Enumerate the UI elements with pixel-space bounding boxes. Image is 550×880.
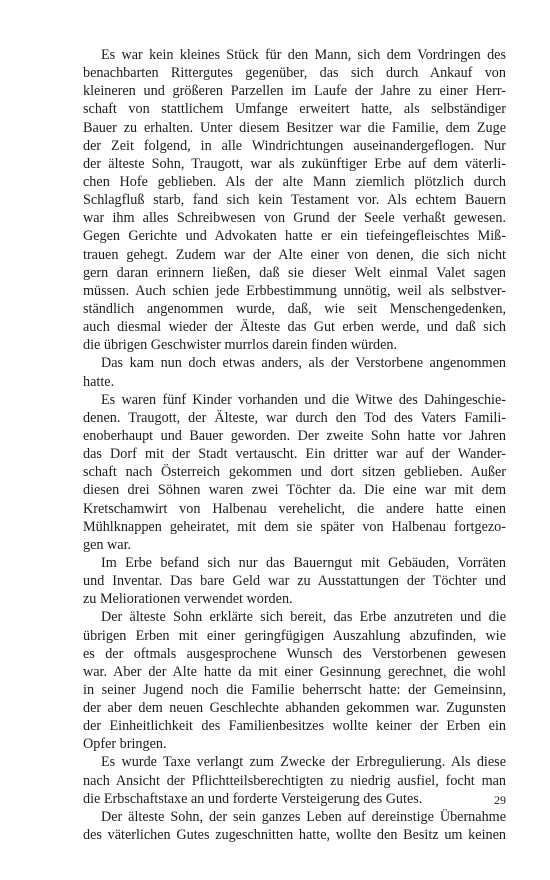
text-line: Opfer bringen. [83,736,167,753]
text-line: der älteste Sohn, Traugott, war als zukünftiger Erbe auf dem väterli- [83,155,506,172]
text-line: auch diesmal wieder der Älteste das Gut erben werde, und daß sich [83,319,506,336]
text-line: hatte. [83,373,115,390]
text-line: nach Ansicht der Pflichtteilsberechtigten zu niedrig ausfiel, focht man [83,772,506,789]
text-line: Der älteste Sohn erklärte sich bereit, das Erbe anzutreten und die [101,609,506,626]
text-line: war. Aber der Alte hatte da mit einer Gesinnung gerechnet, die wohl [83,663,506,680]
text-line: übrigen Erben mit einer geringfügigen Auszahlung abzufinden, wie [83,627,506,644]
text-line: ständlich angenommen wurde, daß, wie seit Menschengedenken, [83,300,506,317]
text-line: Kretschamwirt von Halbenau verehelicht, die andere hatte einen [83,500,506,517]
text-line: diesen drei Söhnen waren zwei Töchter da. Die eine war mit dem [83,482,506,499]
text-line: benachbarten Rittergutes gegenüber, das sich durch Ankauf von [83,65,506,82]
text-line: war ihm alles Schreibwesen von Grund der Seele verhaßt gewesen. [83,210,506,227]
text-line: chen Hofe geblieben. Als der alte Mann ziemlich plötzlich durch [83,173,506,190]
text-line: in seiner Jugend noch die Familie beherrscht hatte: der Gemeinsinn, [83,681,506,698]
text-line: Es waren fünf Kinder vorhanden und die Witwe des Dahingeschie- [101,391,506,408]
text-line: Im Erbe befand sich nur das Bauerngut mit Gebäuden, Vorräten [101,554,506,571]
paragraph [83,391,506,554]
text-line: das Dorf mit der Stadt vertauscht. Ein dritter war auf der Wander- [83,446,506,463]
text-line: gen war. [83,536,132,553]
text-line: Der älteste Sohn, der sein ganzes Leben auf dereinstige Übernahme [101,808,506,825]
text-line: schaft nach Österreich gekommen und dort sitzen geblieben. Außer [83,464,506,481]
text-line: die Erbschaftstaxe an und forderte Versteigerung des Gutes. [83,790,423,807]
paragraph [83,554,506,608]
text-line: des väterlichen Gutes zugeschnitten hatte, wollte den Besitz um keinen [83,827,506,844]
text-line: die übrigen Geschwister murrlos darein finden würden. [83,337,398,354]
text-line: und Inventar. Das bare Geld war zu Ausstattungen der Töchter und [83,573,506,590]
text-line: müssen. Auch schien jede Erbbestimmung unnötig, weil als selbstver- [83,282,506,299]
text-line: gern daran erinnern ließen, daß sie dieser Welt einmal Valet sagen [83,264,506,281]
paragraph [83,808,506,844]
text-line: zu Meliorationen verwendet worden. [83,591,293,608]
text-line: Gegen Gerichte und Advokaten hatte er ein tiefeingefleischtes Miß- [83,228,506,245]
text-line: denen. Traugott, der Älteste, war durch den Tod des Vaters Famili- [83,409,506,426]
text-line: Es war kein kleines Stück für den Mann, sich dem Vordringen des [101,47,506,63]
text-line: Schlagfluß starb, fand sich kein Testament vor. Als echtem Bauern [83,192,506,209]
paragraph [83,354,506,390]
text-line: Mühlknappen geheiratet, mit dem sie später von Halbenau fortgezo- [83,518,506,535]
text-line: Bauer zu erhalten. Unter diesem Besitzer war die Familie, dem Zuge [83,119,506,136]
text-line: schaft von stattlichem Umfange erweitert hatte, als selbständiger [83,101,506,118]
paragraph [83,608,506,753]
body-text [83,46,506,844]
paragraph [83,753,506,807]
text-line: der Einheitlichkeit des Familienbesitzes wollte keiner der Erben ein [83,718,506,735]
page-number: 29 [494,793,506,807]
text-line: trauen gehegt. Zudem war der Alte einer von denen, die sich nicht [83,246,506,263]
text-line: enoberhaupt und Bauer geworden. Der zweite Sohn hatte vor Jahren [83,427,506,444]
text-line: kleineren und größeren Parzellen im Laufe der Jahre zu einer Herr- [83,83,506,100]
text-line: der aber dem neuen Geschlechte abhanden gekommen war. Zugunsten [83,700,506,717]
text-line: Das kam nun doch etwas anders, als der Verstorbene angenommen [101,355,506,372]
paragraph [83,46,506,354]
text-line: es der oftmals ausgesprochene Wunsch des Verstorbenen gewesen [83,645,506,662]
text-line: der Zeit folgend, in alle Windrichtungen auseinandergeflogen. Nur [83,137,506,154]
text-line: Es wurde Taxe verlangt zum Zwecke der Erbregulierung. Als diese [101,754,506,771]
